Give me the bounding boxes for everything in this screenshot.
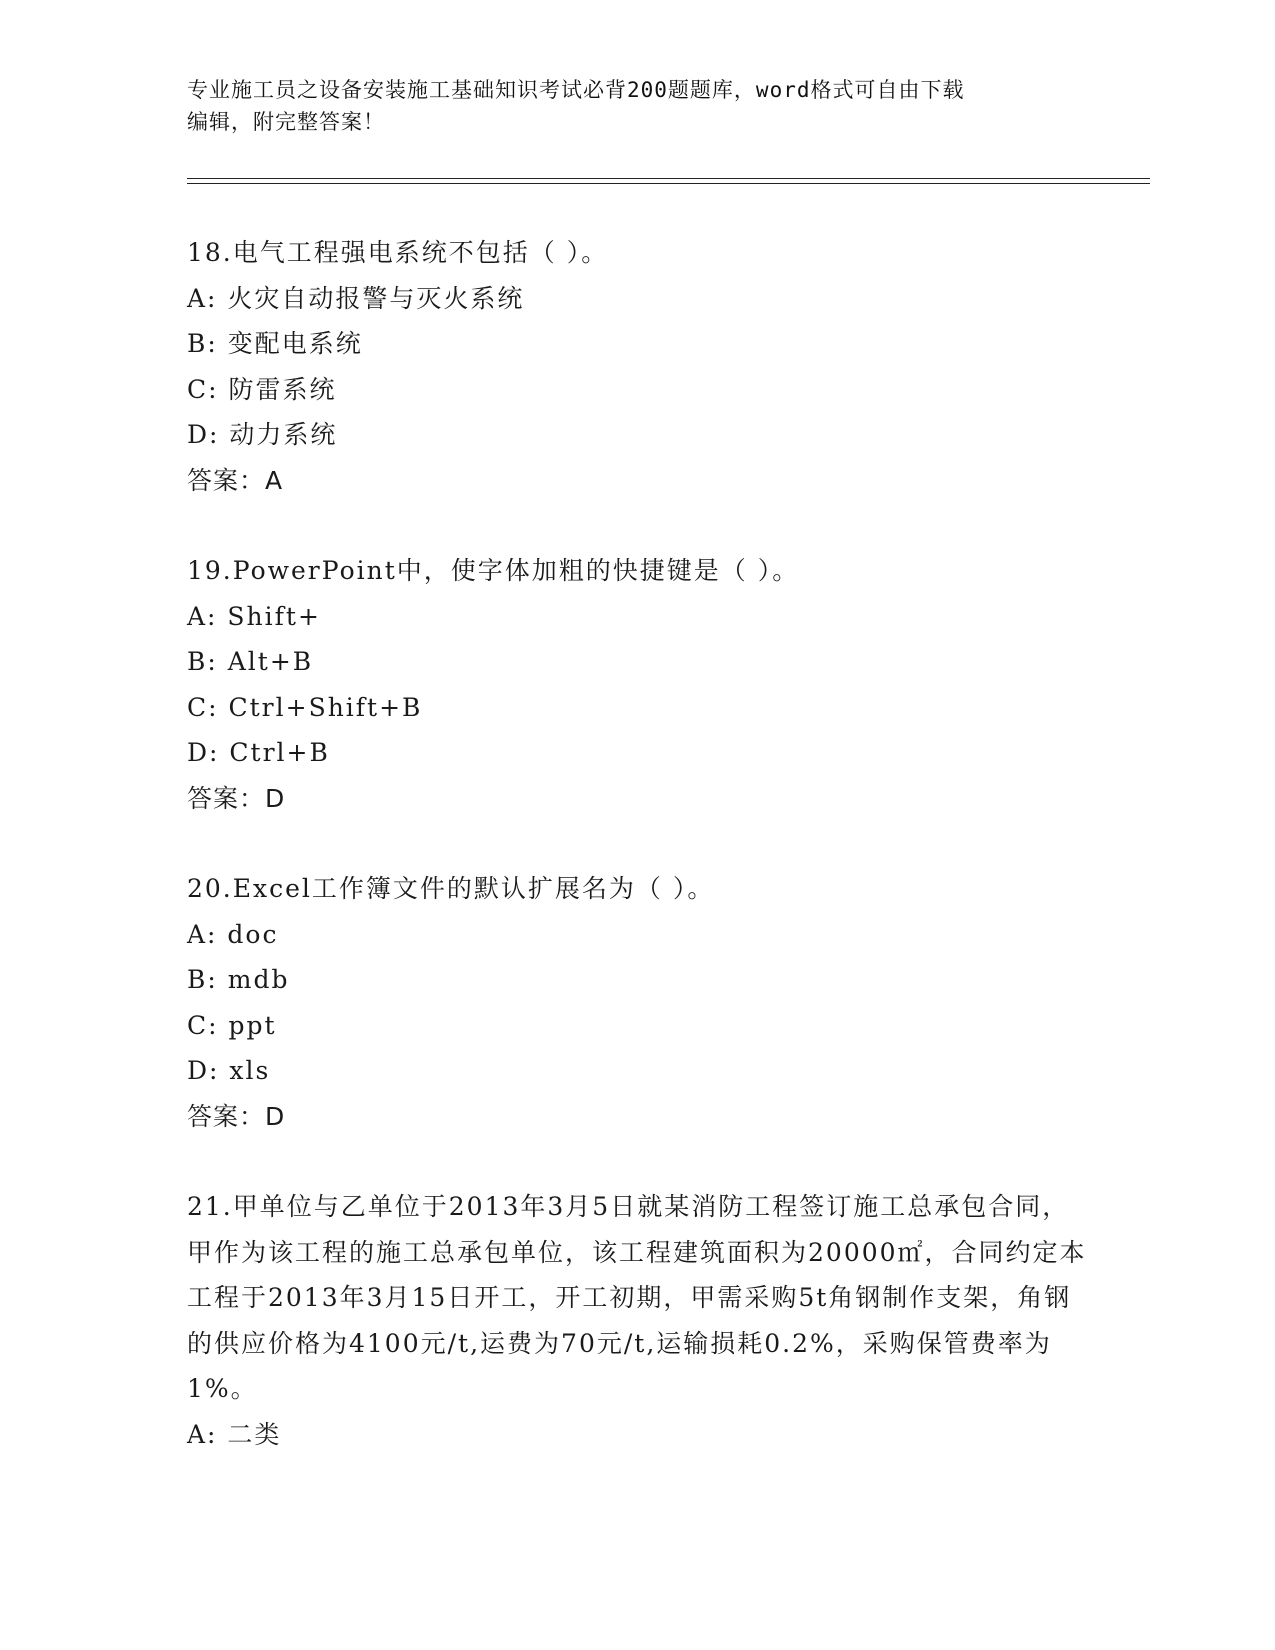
option-b: B: mdb	[187, 965, 290, 994]
question-text: 20.Excel工作簿文件的默认扩展名为（ ）。	[187, 874, 715, 903]
header-divider-top	[187, 178, 1150, 179]
question-text: 19.PowerPoint中，使字体加粗的快捷键是（ ）。	[187, 556, 800, 585]
option-d: D: xls	[187, 1056, 271, 1085]
option-b: B: 变配电系统	[187, 329, 363, 358]
answer-label: 答案：D	[187, 783, 286, 813]
answer-label: 答案：D	[187, 1101, 286, 1131]
option-a: A: 二类	[187, 1419, 282, 1449]
question-text: 18.电气工程强电系统不包括（ ）。	[187, 238, 609, 267]
option-a: A: doc	[187, 919, 279, 949]
header-line-1: 专业施工员之设备安装施工基础知识考试必背200题题库，word格式可自由下载	[187, 78, 965, 102]
answer-label: 答案：A	[187, 465, 284, 495]
option-c: C: 防雷系统	[187, 374, 337, 404]
question-20	[187, 866, 1087, 1139]
question-21	[187, 1184, 1087, 1457]
option-d: D: 动力系统	[187, 420, 338, 449]
option-a: A: 火灾自动报警与灭火系统	[187, 283, 525, 313]
question-text: 21.甲单位与乙单位于2013年3月5日就某消防工程签订施工总承包合同，甲作为该工程的施工总承包单位，该工程建筑面积为20000㎡，合同约定本工程于2013年3月15日开工，开工初期，甲需采购5t角钢制作支架，角钢的供应价格为4100元/t,运费为70元/t,运输损耗0.2%，采购保管费率为1%。	[187, 1192, 1087, 1403]
option-d: D: Ctrl+B	[187, 738, 330, 767]
header-line-2: 编辑，附完整答案！	[187, 110, 385, 134]
document-header	[187, 74, 1067, 138]
option-a: A: Shift+	[187, 601, 321, 631]
question-19	[187, 548, 1087, 821]
question-list	[187, 230, 1087, 1502]
option-c: C: ppt	[187, 1010, 277, 1040]
option-c: C: Ctrl+Shift+B	[187, 692, 423, 722]
option-b: B: Alt+B	[187, 647, 314, 676]
header-divider-bottom	[187, 183, 1150, 184]
question-18	[187, 230, 1087, 503]
